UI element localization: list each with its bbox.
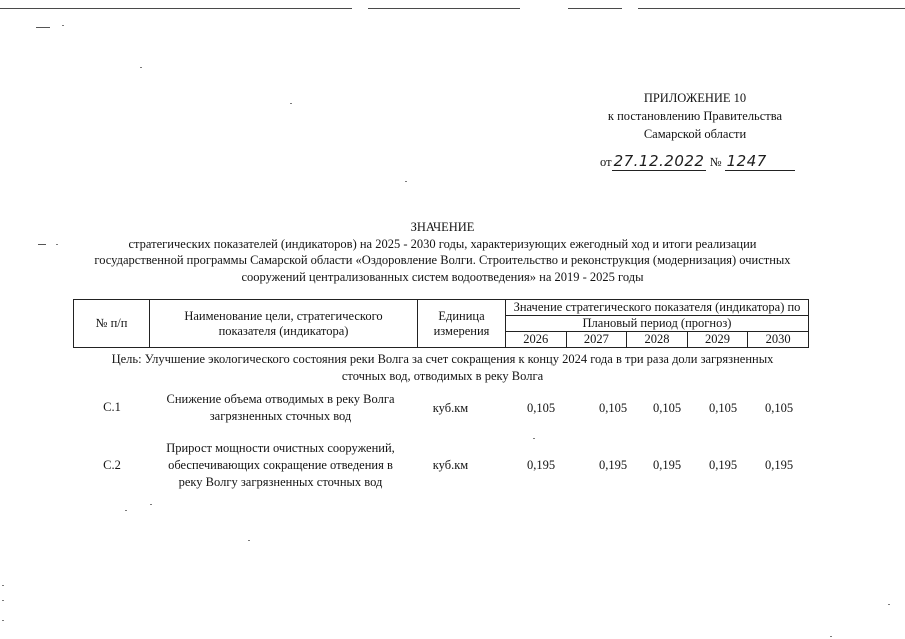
appendix-header (560, 89, 830, 143)
header-name-line-2: показателя (индикатора) (218, 323, 349, 338)
scan-speck (62, 25, 64, 26)
row-value: 0,105 (652, 401, 682, 415)
row-name-line: загрязненных сточных вод (209, 409, 352, 423)
row-value: 0,195 (652, 458, 682, 472)
header-value: Значение стратегического показателя (индикатора) по (506, 300, 809, 316)
scan-speck (2, 620, 4, 621)
goal-statement (40, 351, 845, 385)
scan-speck (150, 504, 152, 505)
header-year: 2026 (506, 332, 567, 348)
row-number: С.1 (103, 400, 121, 414)
appendix-region: Самарской области (643, 127, 747, 141)
row-name-line: Прирост мощности очистных сооружений, (166, 441, 395, 455)
from-label: от (600, 155, 612, 169)
scan-speck (2, 600, 4, 601)
row-value: 0,195 (598, 458, 628, 472)
scan-speck (830, 636, 832, 637)
header-period: Плановый период (прогноз) (506, 316, 809, 332)
scan-speck (888, 604, 890, 605)
header-unit (418, 300, 506, 348)
header-year: 2027 (566, 332, 627, 348)
header-name (150, 300, 418, 348)
document-title (40, 219, 845, 285)
row-value: 0,195 (764, 458, 794, 472)
header-unit-line-1: Единица (438, 308, 485, 323)
appendix-resolution: к постановлению Правительства (607, 109, 783, 123)
scan-speck (405, 181, 407, 182)
scan-top-line (568, 8, 622, 9)
row-value: 0,105 (526, 401, 556, 415)
header-year: 2030 (748, 332, 809, 348)
title-heading: ЗНАЧЕНИЕ (410, 220, 475, 234)
handwritten-number: 1247 (725, 152, 795, 171)
scan-top-line (368, 8, 520, 9)
row-number: С.2 (103, 458, 121, 472)
row-name-line: Снижение объема отводимых в реку Волга (166, 392, 395, 406)
goal-line-2: сточных вод, отводимых в реку Волга (341, 369, 544, 383)
row-value: 0,195 (708, 458, 738, 472)
header-name-line-1: Наименование цели, стратегического (184, 308, 383, 323)
header-year: 2029 (687, 332, 748, 348)
scan-top-line (638, 8, 905, 9)
scan-speck (248, 540, 250, 541)
scan-speck (2, 585, 4, 586)
scan-top-line (0, 8, 352, 9)
appendix-number: ПРИЛОЖЕНИЕ 10 (643, 91, 747, 105)
row-indicator-name (153, 391, 408, 425)
handwritten-date: 27.12.2022 (613, 152, 705, 170)
title-line-3: сооружений централизованных систем водоотведения» на 2019 - 2025 годы (241, 269, 644, 284)
title-line-2: государственной программы Самарской области «Оздоровление Волги. Строительство и реконструкция (модернизация) очистных (94, 253, 791, 267)
row-name-line: обеспечивающих сокращение отведения в (168, 458, 393, 472)
scan-speck (533, 438, 535, 439)
header-num: № п/п (74, 300, 150, 348)
goal-line-1: Цель: Улучшение экологического состояния реки Волга за счет сокращения к концу 2024 года в три раза доли загрязненных (111, 352, 774, 366)
resolution-date-line (600, 152, 795, 170)
scan-dash (36, 27, 50, 28)
title-line-1: стратегических показателей (индикаторов) на 2025 - 2030 годы, характеризующих ежегодный ход и итоги реализации (128, 236, 757, 251)
scan-speck (140, 67, 142, 68)
scan-speck (290, 103, 292, 104)
number-label: № (709, 155, 722, 169)
row-value: 0,105 (708, 401, 738, 415)
scan-speck (125, 510, 127, 511)
row-value: 0,105 (764, 401, 794, 415)
row-unit: куб.км (432, 458, 469, 472)
row-unit: куб.км (432, 401, 469, 415)
indicators-table-header (73, 299, 809, 348)
row-value: 0,105 (598, 401, 628, 415)
row-indicator-name (153, 440, 408, 491)
row-value: 0,195 (526, 458, 556, 472)
row-name-line: реку Волгу загрязненных сточных вод (178, 475, 383, 489)
header-year: 2028 (627, 332, 688, 348)
header-unit-line-2: измерения (433, 323, 490, 338)
